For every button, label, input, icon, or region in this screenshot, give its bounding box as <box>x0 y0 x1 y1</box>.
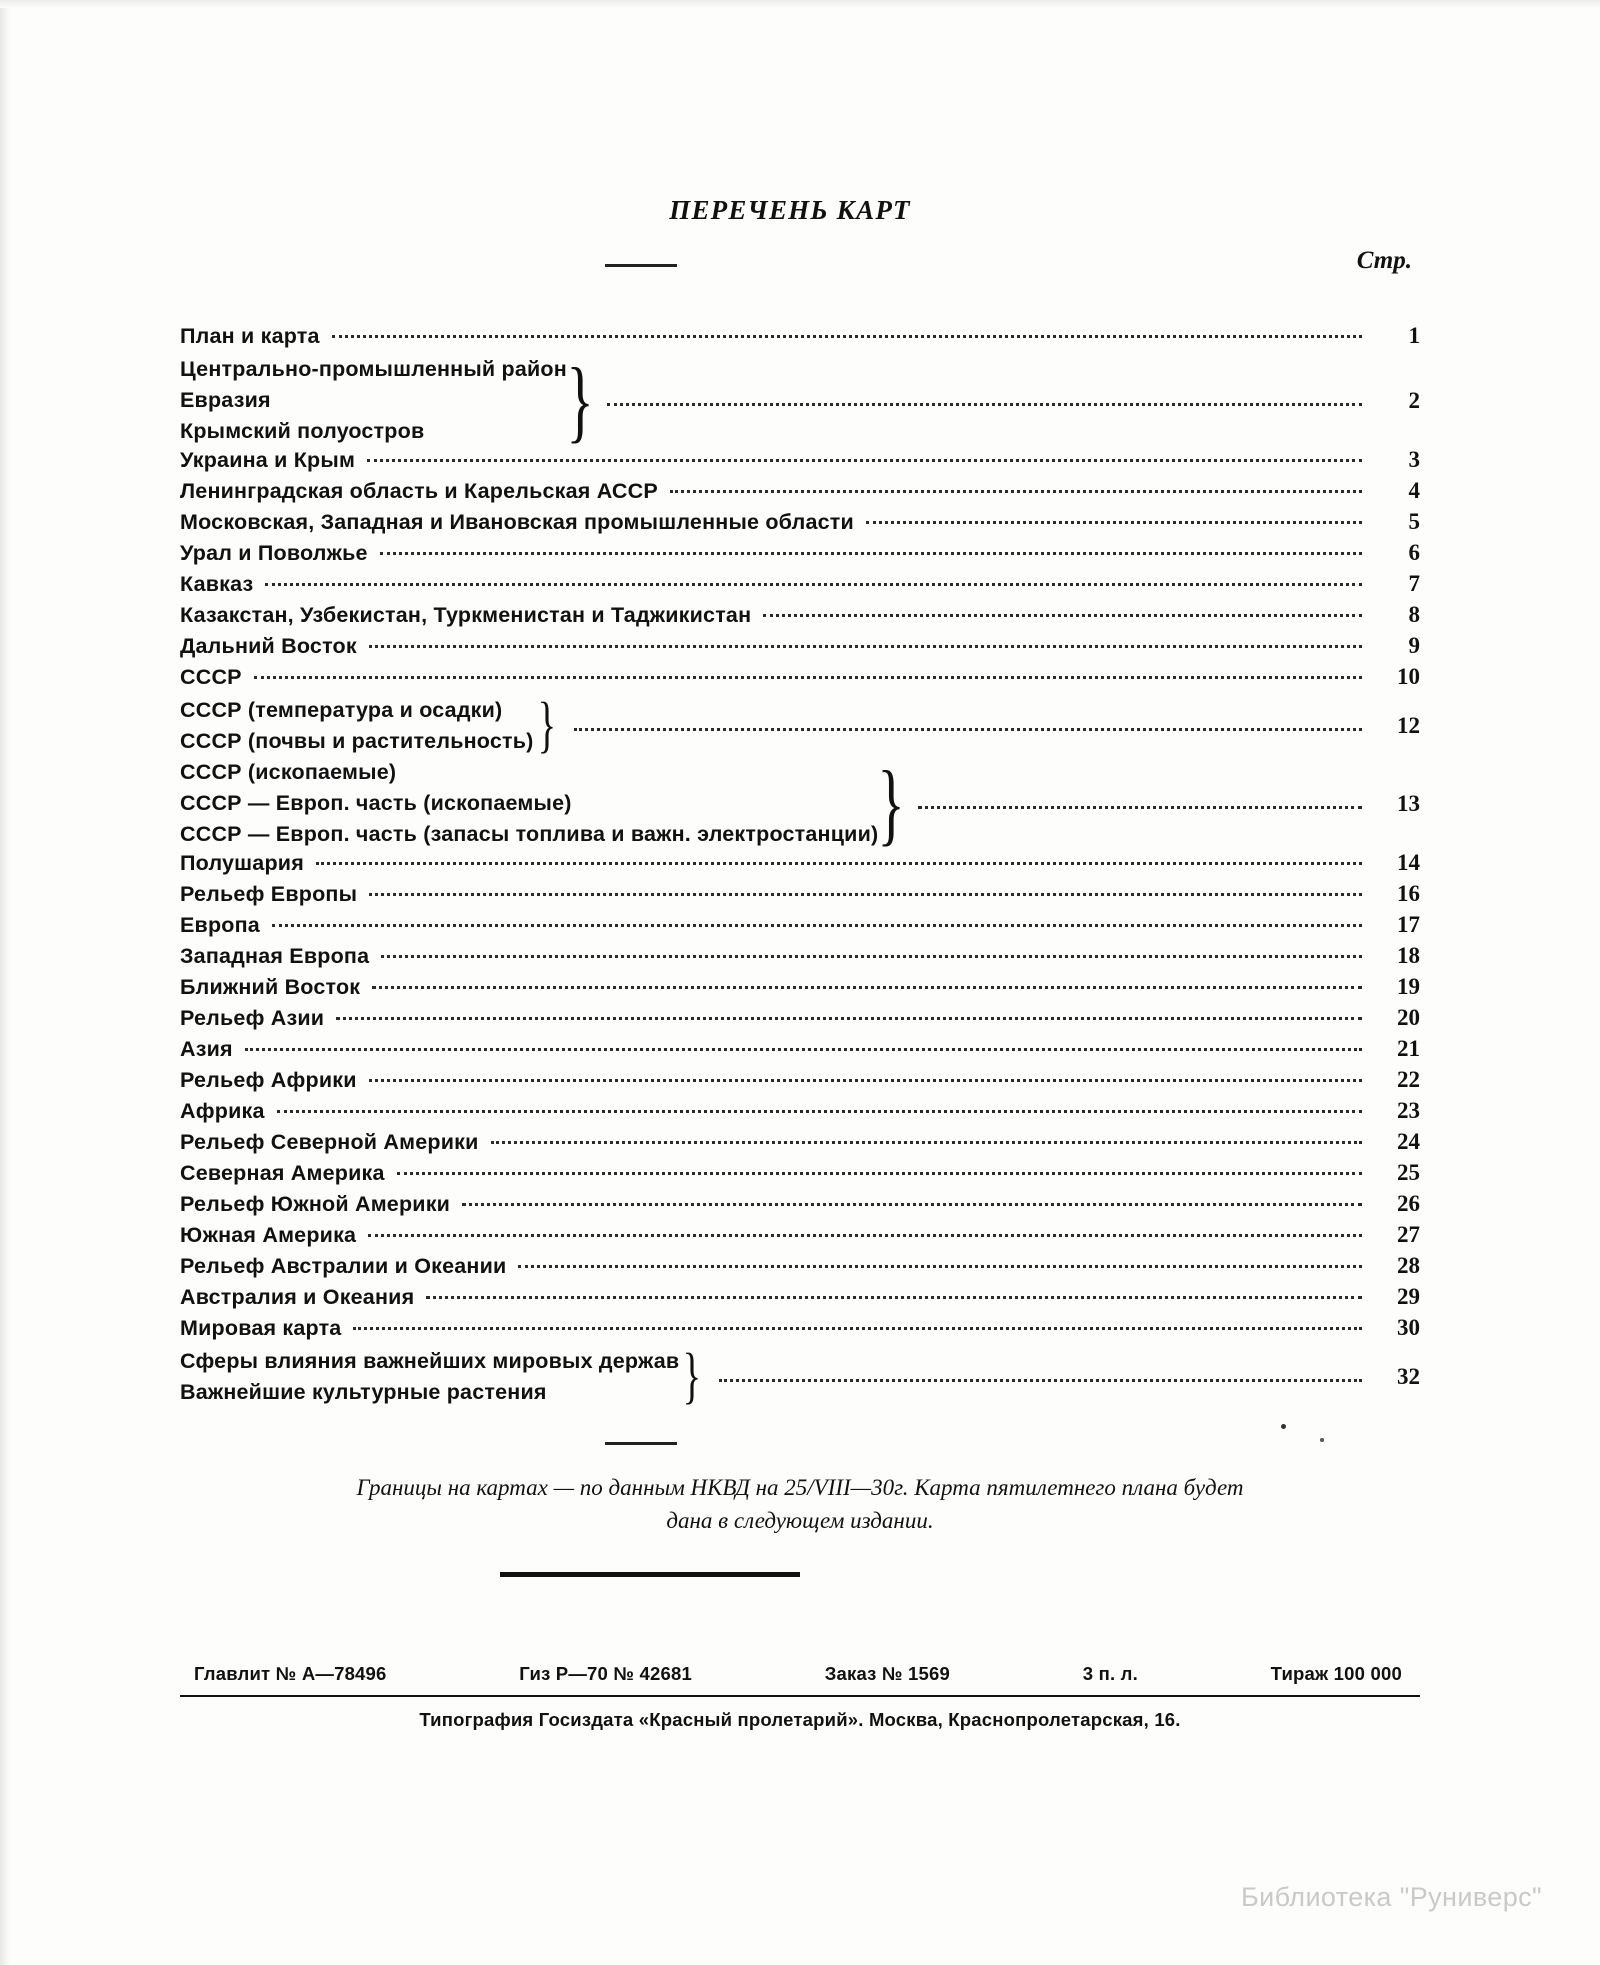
toc-label: Южная Америка <box>180 1223 357 1247</box>
toc-label: Северная Америка <box>180 1161 385 1185</box>
toc-label: Казакстан, Узбекистан, Туркменистан и Таджикистан <box>180 603 752 627</box>
dot-leader <box>368 1222 1362 1242</box>
page-column-header: Стр. <box>1356 247 1412 274</box>
toc-label: Ленинградская область и Карельская АССР <box>180 479 658 503</box>
toc-label: Европа <box>180 913 260 937</box>
toc-label: Крымский полуостров <box>180 419 425 443</box>
toc-page-number: 25 <box>1397 1160 1420 1185</box>
toc-page-number: 5 <box>1408 509 1420 534</box>
toc-label: СССР — Европ. часть (ископаемые) <box>180 791 572 815</box>
toc-entry-group[interactable] <box>180 695 1420 757</box>
dot-leader <box>254 664 1362 684</box>
toc-page-number: 6 <box>1408 540 1420 565</box>
toc-label: Азия <box>180 1037 233 1061</box>
scan-edge-top <box>0 0 1600 8</box>
toc-page-number: 1 <box>1408 323 1420 348</box>
dot-leader <box>353 1315 1362 1335</box>
footnote-line-2: дана в следующем издании. <box>666 1508 934 1534</box>
page-content <box>180 195 1420 1731</box>
dot-leader <box>367 447 1362 467</box>
dot-leader <box>426 1284 1362 1304</box>
dot-leader <box>491 1129 1362 1149</box>
toc-label: Рельеф Африки <box>180 1068 357 1092</box>
toc-entry[interactable] <box>180 912 1420 943</box>
toc-label: Дальний Восток <box>180 634 357 658</box>
toc-entry[interactable] <box>180 1191 1420 1222</box>
toc-page-number: 7 <box>1408 571 1420 596</box>
imprint-rule <box>180 1695 1420 1697</box>
dot-leader <box>369 881 1362 901</box>
toc-label: Урал и Поволжье <box>180 541 368 565</box>
toc-entry[interactable] <box>180 602 1420 633</box>
footnote <box>180 1471 1420 1538</box>
imprint-circulation: Тираж 100 000 <box>1270 1662 1402 1684</box>
dot-leader <box>397 1160 1362 1180</box>
toc-page-number: 29 <box>1397 1284 1420 1309</box>
dot-leader <box>372 974 1362 994</box>
toc-page-number: 17 <box>1397 912 1420 937</box>
toc-page-number: 21 <box>1397 1036 1420 1061</box>
toc-entry[interactable] <box>180 540 1420 571</box>
toc-page-number: 12 <box>1397 713 1420 738</box>
toc-label: План и карта <box>180 324 320 348</box>
dot-leader <box>518 1253 1362 1273</box>
toc-entry-group[interactable] <box>180 1346 1420 1408</box>
toc-label: Украина и Крым <box>180 448 356 472</box>
toc-page-number: 13 <box>1397 790 1420 816</box>
toc-entry[interactable] <box>180 1098 1420 1129</box>
toc-page-number: 22 <box>1397 1067 1420 1092</box>
toc-label: Рельеф Австралии и Океании <box>180 1254 507 1278</box>
toc-entry[interactable] <box>180 1067 1420 1098</box>
dot-leader <box>316 850 1362 870</box>
brace-icon <box>878 757 904 850</box>
toc-label: СССР (температура и осадки) <box>180 698 503 722</box>
toc-page-number: 3 <box>1408 447 1420 472</box>
toc-entry[interactable] <box>180 1036 1420 1067</box>
toc-entry[interactable] <box>180 1160 1420 1191</box>
toc-page-number: 32 <box>1397 1364 1420 1389</box>
toc-entry-group[interactable] <box>180 757 1420 850</box>
toc-entry[interactable] <box>180 943 1420 974</box>
imprint-divider <box>500 1572 800 1577</box>
toc-page-number: 20 <box>1397 1005 1420 1030</box>
toc-label: Полушария <box>180 851 304 875</box>
toc-page-number: 19 <box>1397 974 1420 999</box>
imprint-sheets: 3 п. л. <box>1082 1662 1138 1684</box>
dot-leader <box>574 716 1362 736</box>
toc-group-labels <box>180 354 567 447</box>
title-divider <box>605 264 677 267</box>
toc-page-number: 18 <box>1397 943 1420 968</box>
toc-label: Евразия <box>180 388 271 412</box>
dot-leader <box>336 1005 1362 1025</box>
dot-leader <box>670 478 1362 498</box>
dot-leader <box>265 571 1362 591</box>
dot-leader <box>719 1367 1362 1387</box>
toc-page-number: 14 <box>1397 850 1420 875</box>
toc-label: СССР (почвы и растительность) <box>180 729 534 753</box>
imprint-row <box>180 1663 1420 1685</box>
toc-group-labels <box>180 695 534 757</box>
toc-entry[interactable] <box>180 1005 1420 1036</box>
scan-edge-left <box>0 0 10 1965</box>
note-divider <box>605 1442 677 1445</box>
toc-group-leader <box>593 354 1420 447</box>
dot-leader <box>607 391 1362 411</box>
toc-entry[interactable] <box>180 974 1420 1005</box>
toc-group-labels <box>180 757 878 850</box>
brace-icon <box>679 1346 705 1408</box>
toc-entry[interactable] <box>180 478 1420 509</box>
toc-entry[interactable] <box>180 1284 1420 1315</box>
toc-page-number: 28 <box>1397 1253 1420 1278</box>
dot-leader <box>381 943 1362 963</box>
toc-page-number: 2 <box>1408 387 1420 413</box>
footnote-line-1: Границы на картах — по данным НКВД на 25/VIII—30г. Карта пятилетнего плана будет <box>356 1475 1244 1500</box>
imprint-giz: Гиз Р—70 № 42681 <box>519 1662 692 1684</box>
dot-leader <box>369 1067 1362 1087</box>
toc-group-leader <box>560 695 1420 757</box>
printer-line: Типография Госиздата «Красный пролетарий». Москва, Краснопролетарская, 16. <box>419 1708 1181 1730</box>
brace-icon <box>534 695 560 757</box>
toc-label: Рельеф Азии <box>180 1006 325 1030</box>
toc-label: Африка <box>180 1099 265 1123</box>
toc-page-number: 26 <box>1397 1191 1420 1216</box>
toc-entry[interactable] <box>180 1129 1420 1160</box>
toc-label: Важнейшие культурные растения <box>180 1380 547 1404</box>
toc-label: Сферы влияния важнейших мировых держав <box>180 1349 680 1373</box>
toc-page-number: 4 <box>1408 478 1420 503</box>
toc-page-number: 16 <box>1397 881 1420 906</box>
toc-page-number: 9 <box>1408 633 1420 658</box>
toc-label: Мировая карта <box>180 1316 342 1340</box>
toc-page-number: 10 <box>1397 664 1420 689</box>
toc-entry[interactable] <box>180 881 1420 912</box>
toc-entry[interactable] <box>180 1253 1420 1284</box>
toc-label: Кавказ <box>180 572 254 596</box>
toc-label: Центрально-промышленный район <box>180 357 567 381</box>
toc-label: Ближний Восток <box>180 975 361 999</box>
dot-leader <box>272 912 1362 932</box>
toc-page-number: 23 <box>1397 1098 1420 1123</box>
toc-label: СССР (ископаемые) <box>180 760 397 784</box>
dot-leader <box>332 323 1362 343</box>
ink-mark <box>1320 1438 1324 1442</box>
toc-group-leader <box>904 757 1420 850</box>
ink-mark <box>1281 1424 1286 1429</box>
toc-entry[interactable] <box>180 447 1420 478</box>
dot-leader <box>380 540 1362 560</box>
toc-label: Московская, Западная и Ивановская промышленные области <box>180 510 854 534</box>
toc-entry-group[interactable] <box>180 354 1420 447</box>
toc-entry[interactable] <box>180 509 1420 540</box>
dot-leader <box>277 1098 1362 1118</box>
imprint-glavlit: Главлит № А—78496 <box>194 1662 387 1684</box>
toc-page-number: 8 <box>1408 602 1420 627</box>
toc-entry[interactable] <box>180 571 1420 602</box>
brace-icon <box>567 354 593 447</box>
dot-leader <box>462 1191 1362 1211</box>
toc-page-number: 27 <box>1397 1222 1420 1247</box>
dot-leader <box>866 509 1362 529</box>
toc-entry[interactable] <box>180 323 1420 354</box>
toc-label: СССР <box>180 665 242 689</box>
toc-page-number: 30 <box>1397 1315 1420 1340</box>
page-title: ПЕРЕЧЕНЬ КАРТ <box>669 195 911 225</box>
toc-entry[interactable] <box>180 1315 1420 1346</box>
table-of-contents <box>180 323 1420 1408</box>
toc-label: СССР — Европ. часть (запасы топлива и важн. электростанции) <box>180 822 879 846</box>
toc-group-leader <box>705 1346 1420 1408</box>
toc-label: Австралия и Океания <box>180 1285 415 1309</box>
dot-leader <box>245 1036 1362 1056</box>
toc-label: Рельеф Европы <box>180 882 358 906</box>
toc-page-number: 24 <box>1397 1129 1420 1154</box>
dot-leader <box>763 602 1362 622</box>
toc-entry[interactable] <box>180 1222 1420 1253</box>
watermark: Библиотека "Руниверс" <box>1241 1882 1542 1912</box>
toc-group-labels <box>180 1346 679 1408</box>
dot-leader <box>369 633 1362 653</box>
toc-entry[interactable] <box>180 664 1420 695</box>
dot-leader <box>918 794 1362 814</box>
imprint-order: Заказ № 1569 <box>824 1662 951 1684</box>
toc-label: Рельеф Южной Америки <box>180 1192 451 1216</box>
toc-entry[interactable] <box>180 850 1420 881</box>
toc-label: Западная Европа <box>180 944 370 968</box>
toc-entry[interactable] <box>180 633 1420 664</box>
toc-label: Рельеф Северной Америки <box>180 1130 479 1154</box>
